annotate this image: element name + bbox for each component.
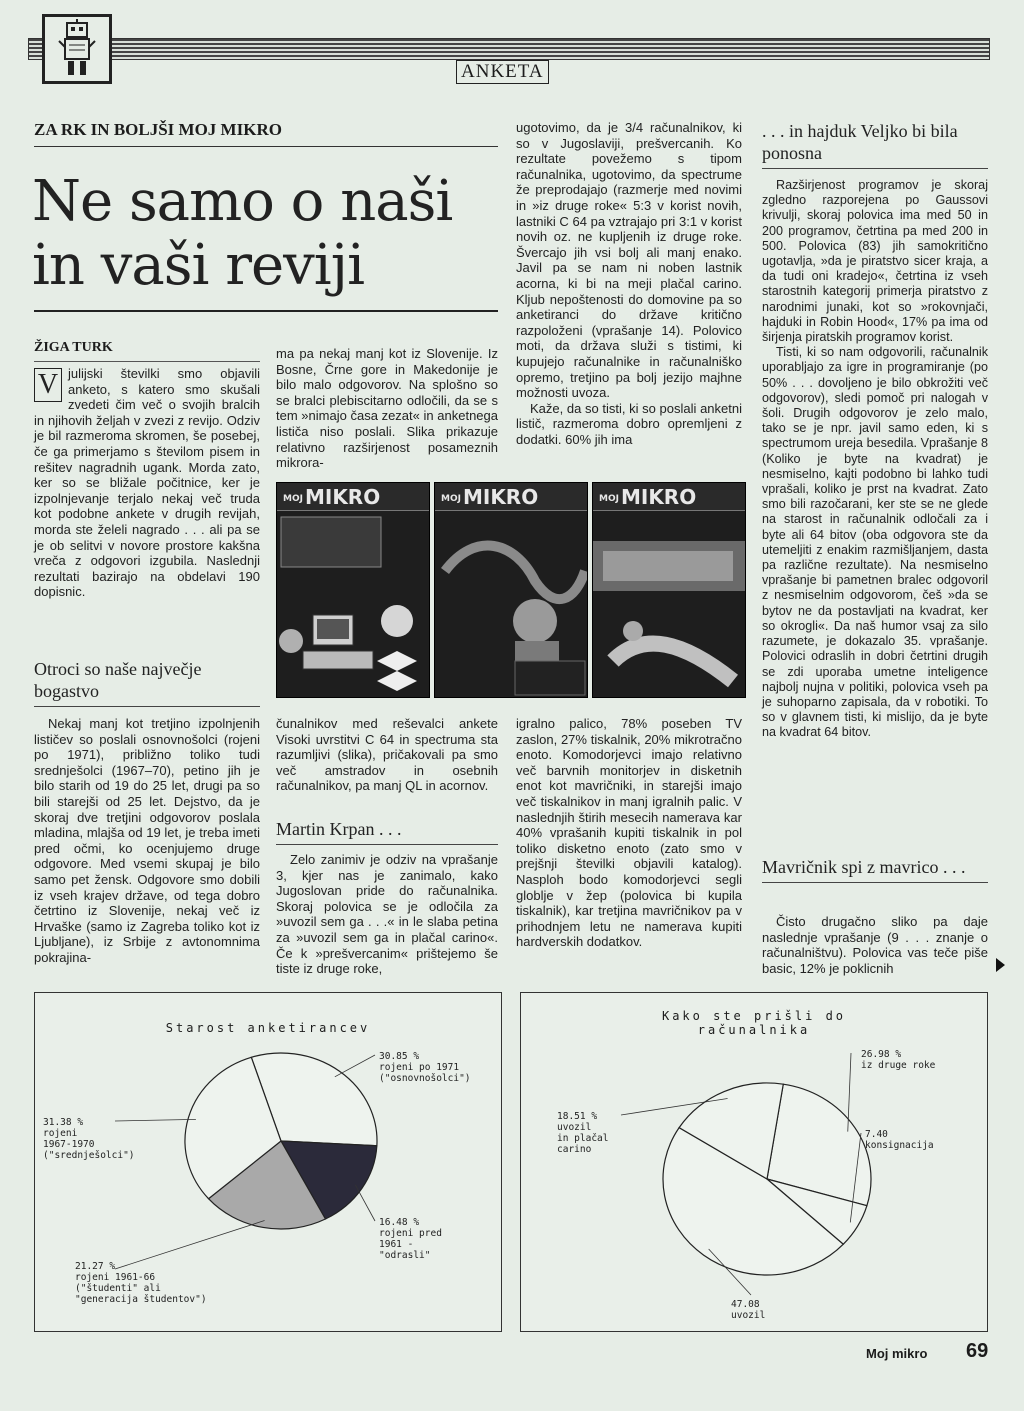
- cover-masthead: MOJ MIKRO: [593, 483, 745, 511]
- col2-bottom-paragraph: čunalnikov med reševalci ankete Visoki uvrstitvi C 64 in spectruma sta razumljivi (slika), pričakovali pa smo več amstradov in osebnih računalnikov, pa manj QL in acornov.: [276, 716, 498, 794]
- robot-icon: [45, 17, 109, 81]
- pie-leader-line: [355, 1185, 375, 1221]
- chart-title: Kako ste prišli do računalnika: [661, 1009, 847, 1037]
- byline: ŽIGA TURK: [34, 340, 260, 362]
- pie-slice-label: 30.85 % rojeni po 1971 ("osnovnošolci"): [379, 1051, 471, 1084]
- col1-paragraph: Nekaj manj kot tretjino izpolnjenih lističev so poslali osnovnošolci (rojeni po 1971), približno toliko tudi srednješolci (1967–70), petino jih je bilo starih od 19 do 25 let, drugi pa so bili starejši od 25 let. Dejstvo, da je skoraj dve tretjini odgovorov poslala mladina, mlajša od 19 let, je treba imeti pred očmi, ko ocenjujemo druge odgovore. Med vsemi skupaj je bilo samo pet žensk. Odgovore smo dobili iz vseh krajev države, od tega dobro četrtino iz Slovenije, nekaj več iz Hrvaške (samo iz Zagreba toliko kot iz Ljubljane), iz Srbije z avtonomnima pokrajina-: [34, 716, 260, 965]
- intro-text: julijski številki smo objavili anketo, s katero smo skušali zvedeti čim več o svojih bralcih in njihovih željah v zvezi z revijo. Odziv je bil razmeroma skromen, še posebej, če ga primerjamo s številom pisem in rešitev nagradnih ugank. Morda zato, ker so se bližale počitnice, ker je izpolnjevanje terjalo nekaj več truda kot podobne ankete v drugih revijah, morda ste želeli nagrado . . . ali pa se je ob selitvi v novore prostore kakšna vreča z odgovori izgubila. Naslednji rezultati bazirajo na obdelavi 190 dopisnic.: [34, 366, 260, 600]
- cover-art: [593, 511, 745, 697]
- cover-image-2: [434, 482, 588, 698]
- col4-text-1: Razširjenost programov je skoraj zgledno razporejena po Gaussovi krivulji, skoraj polovica ima med 50 in 200 programov, četrtina pa med 200 in 500. Polovica (83) jih samokritično ugotavlja, »da je piratstvo sicer kraja, a da tudi oni kradejo«, četrtina iz vseh starostnih kategorij primerja piratstvo z narodnimi junaki, kot so »rokovnjači, hajduki in Robin Hood«, 17% pa ima od širjenja piratskih programov korist.: [762, 178, 988, 345]
- pie-slice-label: 26.98 % iz druge roke: [861, 1049, 936, 1071]
- cover-image-3: [592, 482, 746, 698]
- section-label: ANKETA: [456, 60, 549, 84]
- pie-slice-label: 16.48 % rojeni pred 1961 -"odrasli": [379, 1217, 442, 1261]
- cover-masthead: MOJ MIKRO: [277, 483, 429, 511]
- pie-slice-label: 47.08 uvozil: [731, 1299, 766, 1321]
- page-number: 69: [966, 1340, 989, 1362]
- subhead-hajduk: . . . in hajduk Veljko bi bila ponosna: [762, 120, 988, 169]
- age-pie-svg: [35, 1029, 501, 1329]
- col2-top-paragraph: ma pa nekaj manj kot iz Slovenije. Iz Bosne, Črne gore in Makedonije je bilo malo odgovorov. Na splošno so se bralci plebiscitarno odločili, da se s tem »nimajo časa zezat« in anketnega lističa niso poslali. Slika prikazuje relativno razširjenost posameznih mikrora-: [276, 346, 498, 471]
- pie-leader-line: [115, 1119, 196, 1121]
- cover-masthead: MOJ MIKRO: [435, 483, 587, 511]
- col3-bottom-paragraph: igralno palico, 78% poseben TV zaslon, 27% tiskalnik, 20% mikrotračno enoto. Komodorjevci imajo relativno več barvnih monitorjev in disketnih enot kot mavričniki, in starejši imajo več tiskalnikov in manj igralnih palic. V naslednjih štirih mesecih namerava kar 40% vprašanih kupiti tiskalnik in pol toliko disketno enoto (zato smo v prejšnji številki objavili katalog). Nasploh bodo komodorjevci segli globlje v žep (polovica bi kupila tiskalnik), kar tretjina mavričnikov pa v prihodnjem letu ne namerava kupiti hardverskih dodatkov.: [516, 716, 742, 950]
- col4-after-paragraph: Čisto drugačno sliko pa daje naslednje vprašanje (9 . . . znanje o računalništvu). Polovica vas teče piše basic, 12% je poklicnih: [762, 914, 988, 976]
- pie-slice-label: 18.51 % uvozil in plačal carino: [557, 1111, 609, 1155]
- pie-slice-label: 21.27 % rojeni 1961-66 ("študenti" ali "generacija študentov"): [75, 1261, 207, 1305]
- cover-image-1: [276, 482, 430, 698]
- headline-line-2: in vaši reviji: [32, 233, 364, 298]
- col2-after-paragraph: Zelo zanimiv je odziv na vprašanje 3, kjer nas je zanimalo, kako Jugoslovan pride do računalnika. Skoraj polovica se je odločila za »uvozil sem ga . . .« in le slaba petina za »uvozil sem ga in plačal carino«. Če k »prešvercanim« prištejemo še tiste iz druge roke,: [276, 852, 498, 977]
- headline-line-1: Ne samo o naši: [32, 169, 453, 234]
- col3-top-paragraph: [516, 120, 742, 447]
- subhead-mavricnik: Mavričnik spi z mavrico . . .: [762, 856, 988, 883]
- acquisition-pie-chart: [520, 992, 988, 1332]
- subhead-otroci: Otroci so naše največje bogastvo: [34, 658, 260, 707]
- robot-logo: [42, 14, 112, 84]
- acquisition-pie-svg: [521, 1029, 987, 1329]
- cover-art: [277, 511, 429, 697]
- col3-text-1: ugotovimo, da je 3/4 računalnikov, ki so v Jugoslaviji, prešvercanih. Ko rezultate povežemo s tipom računalnika, ugotovimo, da spectrume že preprodajajo (razmerje med novimi in »iz druge roke« 5:3 v korist novih, lastniki C 64 pa vztrajajo pri 3:1 v korist novih oz. ne kupljenih iz druge roke. Švercajo jih vsi bolj ali manj enako. Javil pa se nam ni noben lastnik acorna, ki bi na meji plačal carino. Kljub nepoštenosti do domovine pa so anketiranci do države kritično razpoloženi (vprašanje 14). Polovico moti, da država služi s tistimi, ki kupujejo računalnike in računalniško opremo, tretjino pa bolj jezijo majhne možnosti uvoza.: [516, 120, 742, 401]
- intro-paragraph: [34, 366, 260, 600]
- chart-title: Starost anketirancev: [165, 1021, 371, 1035]
- pie-leader-line: [335, 1055, 375, 1077]
- pie-slice-label: 31.38 % rojeni 1967-1970 ("srednješolci"): [43, 1117, 135, 1161]
- col3-text-2: Kaže, da so tisti, ki so poslali anketni listič, razmeroma dobro opremljeni z dodatki. 60% jih ima: [516, 400, 742, 447]
- pie-slice-label: 7.40 konsignacija: [865, 1129, 934, 1151]
- headline-rule: [34, 310, 498, 312]
- headline: [32, 170, 502, 298]
- header-rule: [28, 38, 990, 60]
- kicker: ZA RK IN BOLJŠI MOJ MIKRO: [34, 120, 498, 147]
- subhead-krpan: Martin Krpan . . .: [276, 818, 498, 845]
- pie-leader-line: [115, 1221, 265, 1269]
- col4-text-2: Tisti, ki so nam odgovorili, računalnik uporabljajo za igre in programiranje (po 50% . . . dovoljeno je bilo obkrožiti več odgovorov), sledi pomoč pri nalogah v šoli. Drugih odgovorov je zelo malo, tako se je npr. javil samo eden, ki s spectrumom ureja besedila. Vprašanje 8 (Koliko je byte na kvadrat) je nesmiselno, kajti podobno bi lahko tudi vprašali, koliko je prst na kvadrat. Zato smo bili razočarani, ker ste se ne glede na starost in računalnik odločali za i byte ali 64 bitov (oba odgovora ste da utemeljiti z enakim razmišljanjem, dasta pa različne rezultate). Na nesmiselno vprašanje bi pametnen bralec odgovoril z nesmiselnim odgovorom, češ »da se bytov ne da postavljati na kvadrat, ker so okrogli«. Da naš humor vsaj za silo razumete, je dokazalo 35. vprašanje. Polovici odraslih in dobri četrtini drugih se zdi uporaba umetne inteligence najbolj nujna v politiki, polovica vseh pa je suhoparno zapisala, da v robotiki. To so v glavnem tisti, ki mislijo, da je byte na kvadrat 64 bitov.: [762, 345, 988, 740]
- dropcap: V: [34, 368, 62, 402]
- continue-arrow-icon: [996, 958, 1005, 972]
- footer-brand: Moj mikro: [866, 1346, 928, 1361]
- age-pie-chart: [34, 992, 502, 1332]
- cover-art: [435, 511, 587, 697]
- col4-paragraph: [762, 178, 988, 741]
